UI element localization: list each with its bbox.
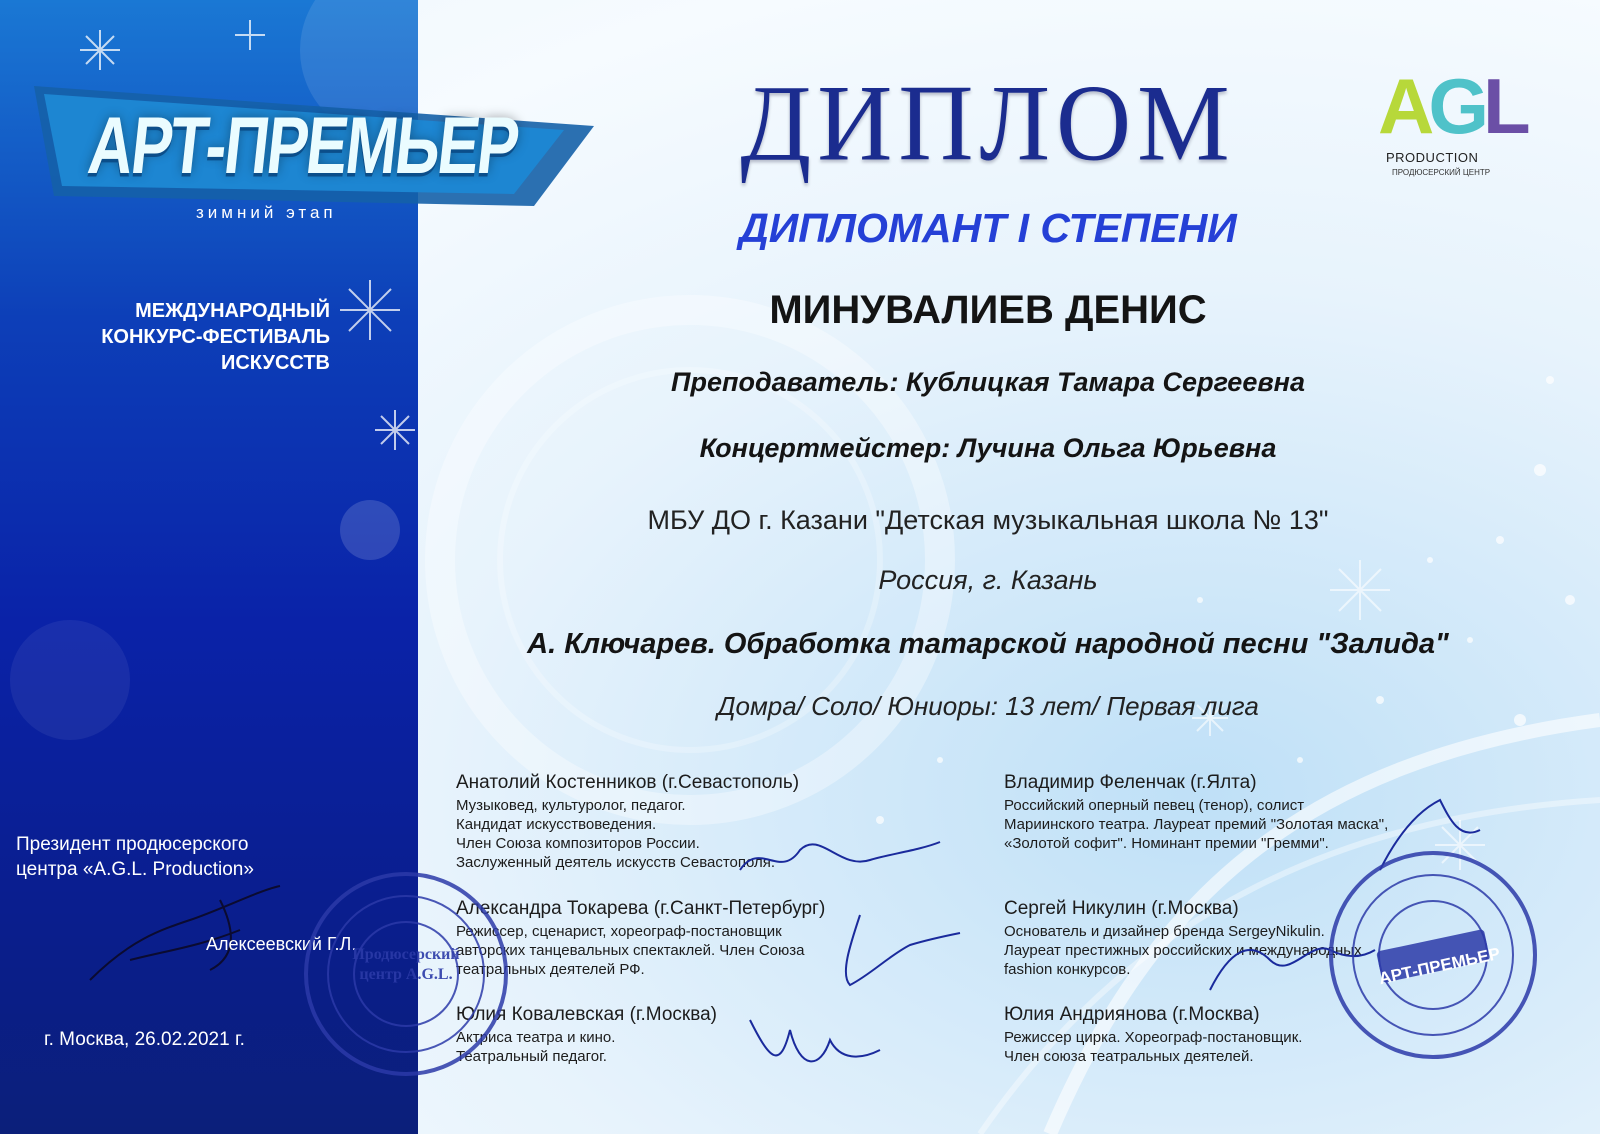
jury-signature bbox=[830, 905, 970, 995]
brand-logo-text: АРТ-ПРЕМЬЕР bbox=[84, 101, 522, 191]
right-stamp-text: АРТ-ПРЕМЬЕР bbox=[1377, 943, 1502, 989]
jury-member: Юлия Андриянова (г.Москва) Режиссер цирка. Хореограф-постановщик. Член союза театральных деятелей. bbox=[1004, 1004, 1303, 1065]
jury-member: Владимир Феленчак (г.Ялта) Российский оперный певец (тенор), солист Мариинского театра. Лауреат премий "Золотая маска", «Золотой софит". Номинант премии "Гремми". bbox=[1004, 772, 1389, 852]
piece-line: А. Ключарев. Обработка татарской народной песни "Залида" bbox=[527, 628, 1449, 660]
agl-logo: AGL PRODUCTION ПРОДЮСЕРСКИЙ ЦЕНТР bbox=[1378, 62, 1525, 177]
left-stamp-text: Продюсерский центр A.G.L. bbox=[352, 946, 460, 983]
president-name: Алексеевский Г.Л. bbox=[206, 934, 357, 954]
jury-signature bbox=[730, 830, 950, 890]
school-line: МБУ ДО г. Казани "Детская музыкальная школа № 13" bbox=[647, 505, 1329, 535]
recipient-name: МИНУВАЛИЕВ ДЕНИС bbox=[769, 288, 1207, 332]
teacher-line: Преподаватель: Кублицкая Тамара Сергеевна bbox=[671, 367, 1305, 397]
jury-signature bbox=[740, 1010, 890, 1080]
diploma-title: ДИПЛОМ bbox=[740, 63, 1236, 184]
city-line: Россия, г. Казань bbox=[878, 565, 1098, 595]
category-line: Домра/ Соло/ Юниоры: 13 лет/ Первая лига bbox=[717, 691, 1259, 721]
festival-title: МЕЖДУНАРОДНЫЙ КОНКУРС-ФЕСТИВАЛЬ ИСКУССТВ bbox=[101, 300, 330, 374]
brand-stage: зимний этап bbox=[196, 203, 337, 222]
right-stamp bbox=[1326, 848, 1540, 1062]
issue-date: г. Москва, 26.02.2021 г. bbox=[44, 1029, 245, 1050]
degree-label: ДИПЛОМАНТ I СТЕПЕНИ bbox=[739, 205, 1237, 251]
president-title: Президент продюсерского центра «A.G.L. Production» bbox=[16, 834, 254, 880]
jury-member: Юлия Ковалевская (г.Москва) Актриса театра и кино. Театральный педагог. bbox=[456, 1004, 717, 1065]
jury-member: Сергей Никулин (г.Москва) Основатель и дизайнер бренда SergeyNikulin. Лауреат престижных российских и международных fashion конкурсов. bbox=[1004, 898, 1362, 978]
accompanist-line: Концертмейстер: Лучина Ольга Юрьевна bbox=[699, 433, 1277, 463]
jury-member: Александра Токарева (г.Санкт-Петербург) Режиссер, сценарист, хореограф-постановщик авторских танцевальных спектаклей. Член Союза театральных деятелей РФ. bbox=[456, 898, 826, 978]
jury-member: Анатолий Костенников (г.Севастополь) Музыковед, культуролог, педагог. Кандидат искусствоведения. Член Союза композиторов России. Заслуженный деятель искусств Севастополя. bbox=[456, 772, 800, 871]
